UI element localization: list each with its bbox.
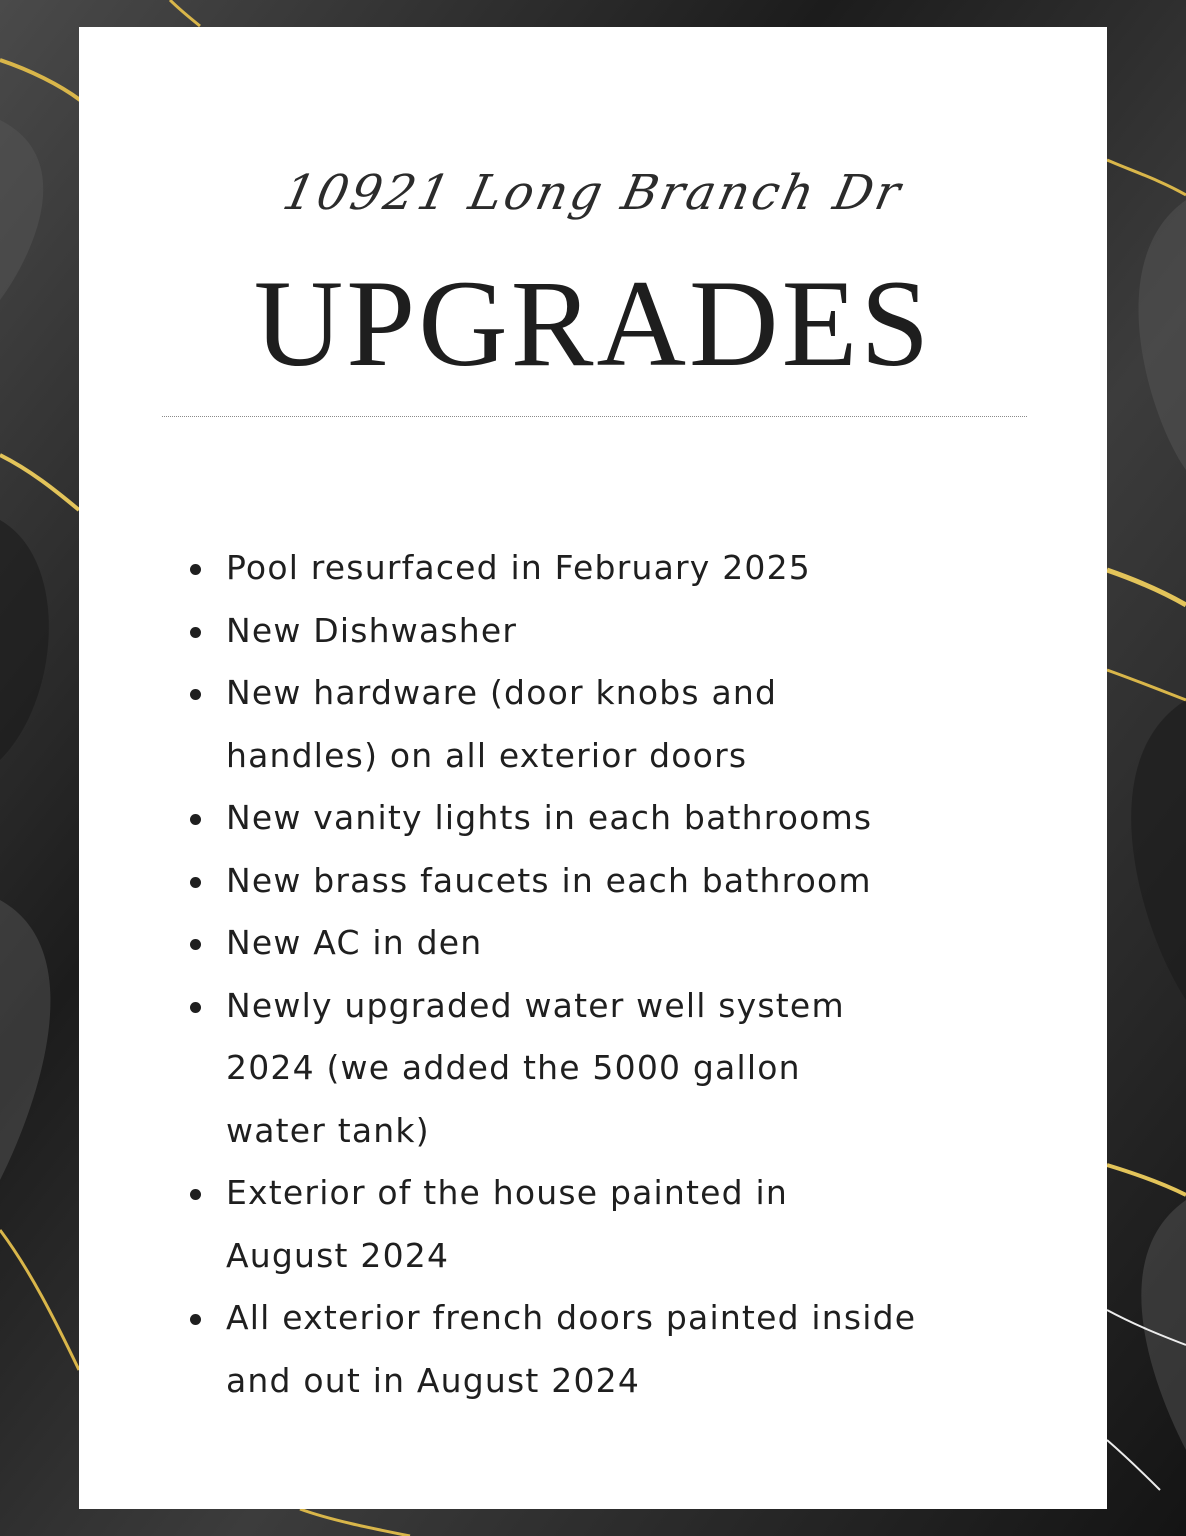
list-item [188, 1287, 966, 1412]
bullet-icon [190, 689, 201, 700]
list-item [188, 850, 988, 913]
list-item-text: All exterior french doors painted inside and out in August 2024 [226, 1298, 917, 1400]
list-item-text: New brass faucets in each bathroom [226, 860, 872, 900]
list-item-text: New Dishwasher [226, 610, 518, 650]
bullet-icon [190, 1314, 201, 1325]
list-item [188, 912, 988, 975]
dotted-divider [162, 416, 1027, 417]
list-item-text: Newly upgraded water well system 2024 (we added the 5000 gallon water tank) [226, 985, 845, 1150]
bullet-icon [190, 877, 201, 888]
bullet-icon [190, 564, 201, 575]
bullet-icon [190, 1002, 201, 1013]
page-title: UPGRADES [253, 255, 933, 392]
bullet-icon [190, 1189, 201, 1200]
flyer-card [79, 27, 1107, 1509]
list-item [188, 787, 988, 850]
list-item-text: Exterior of the house painted in August 2024 [226, 1173, 788, 1275]
list-item [188, 1162, 826, 1287]
list-item [188, 537, 988, 600]
list-item-text: Pool resurfaced in February 2025 [226, 548, 811, 587]
bullet-icon [190, 814, 201, 825]
list-item [188, 600, 988, 663]
bullet-icon [190, 939, 201, 950]
list-item [188, 975, 876, 1163]
list-item-text: New vanity lights in each bathrooms [226, 798, 873, 837]
list-item-text: New AC in den [226, 923, 483, 962]
upgrades-list [188, 537, 988, 1412]
list-item-text: New hardware (door knobs and handles) on all exterior doors [226, 673, 778, 775]
address-heading: 10921 Long Branch Dr [278, 165, 908, 221]
list-item [188, 662, 826, 787]
bullet-icon [190, 627, 201, 638]
